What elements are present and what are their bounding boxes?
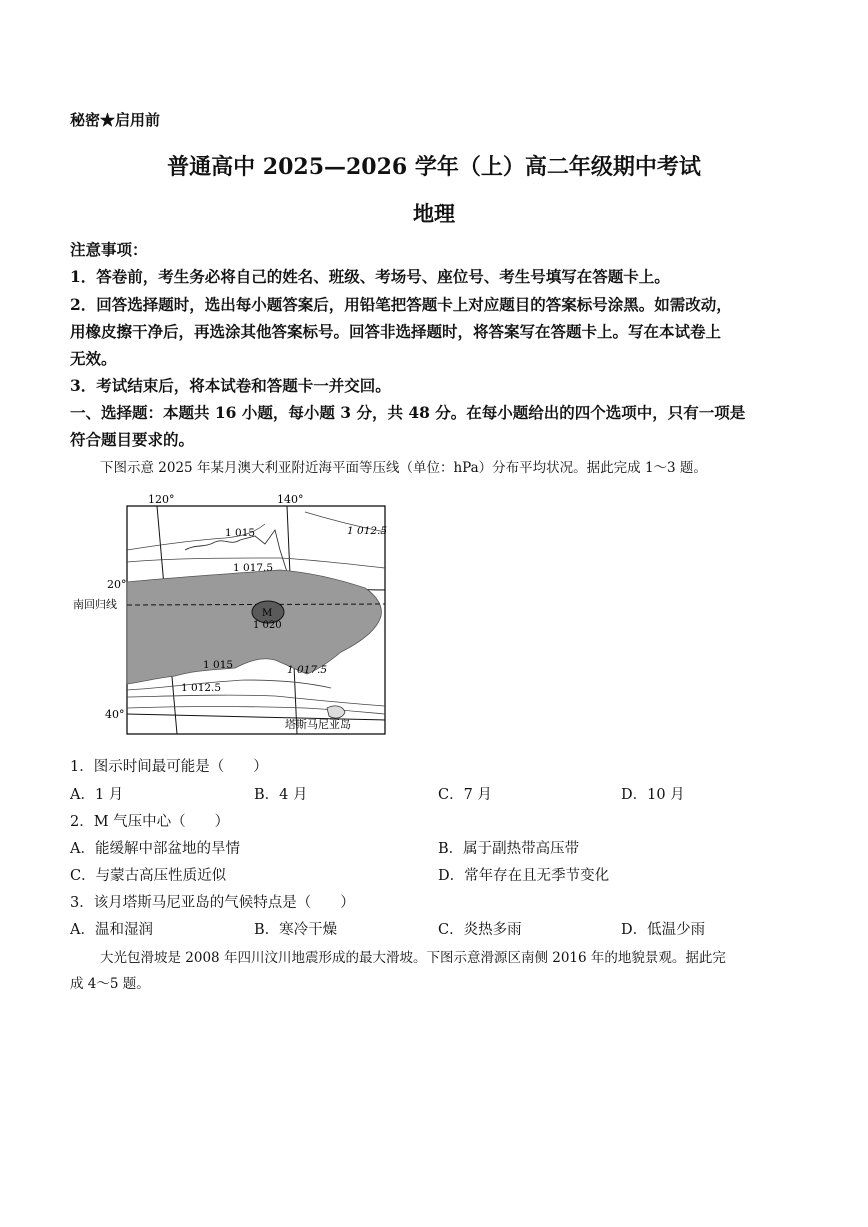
label-lon-120: 120°: [148, 493, 175, 506]
question-3-option-b: B．寒冷干燥: [254, 922, 338, 938]
photo-intro-line-1: 大光包滑坡是 2008 年四川汶川地震形成的最大滑坡。下图示意滑源区南侧 2016 年的地貌景观。据此完: [100, 950, 726, 966]
tasmania-shape: [327, 706, 345, 718]
question-3-option-c: C．炎热多雨: [438, 922, 522, 938]
question-2-option-d: D．常年存在且无季节变化: [438, 868, 610, 884]
question-3-stem: 3．该月塔斯马尼亚岛的气候特点是（ ）: [70, 895, 355, 911]
question-1-option-d: D．10 月: [621, 787, 685, 803]
exam-title: 普通高中 2025—2026 学年（上）高二年级期中考试: [167, 154, 701, 180]
label-isobar-1017-5-top: 1 017.5: [233, 562, 274, 574]
label-lon-140: 140°: [277, 493, 304, 506]
label-isobar-1015-bottom: 1 015: [203, 659, 234, 671]
question-2-option-c: C．与蒙古高压性质近似: [70, 868, 227, 884]
question-3-option-d: D．低温少雨: [621, 922, 706, 938]
notice-heading: 注意事项：: [70, 240, 148, 259]
notice-item-2-line-1: 2．回答选择题时，选出每小题答案后，用铅笔把答题卡上对应题目的答案标号涂黑。如需改动，: [70, 295, 732, 314]
question-1-option-a: A．1 月: [70, 787, 124, 803]
notice-item-2-line-3: 无效。: [70, 349, 117, 368]
photo-intro-line-2: 成 4～5 题。: [70, 976, 150, 992]
question-1-option-b: B．4 月: [254, 787, 308, 803]
label-isobar-1020: 1 020: [253, 620, 282, 631]
question-2-option-b: B．属于副热带高压带: [438, 841, 580, 857]
confidential-label: 秘密★启用前: [70, 111, 161, 129]
notice-item-2-line-2: 用橡皮擦干净后，再选涂其他答案标号。回答非选择题时，将答案写在答题卡上。写在本试卷上: [70, 322, 722, 341]
section-1-heading-line-1: 一、选择题：本题共 16 小题，每小题 3 分，共 48 分。在每小题给出的四个选项中，只有一项是: [70, 403, 746, 422]
label-lat-40: 40°: [105, 708, 125, 721]
label-isobar-1015-top: 1 015: [225, 527, 256, 539]
label-isobar-1012-5-top: 1 012.5: [347, 525, 388, 537]
exam-subject: 地理: [413, 201, 455, 226]
label-center-m: M: [262, 608, 273, 619]
australia-isobar-map: [65, 492, 395, 742]
notice-item-3: 3．考试结束后，将本试卷和答题卡一并交回。: [70, 376, 391, 395]
label-tasmania: 塔斯马尼亚岛: [285, 718, 351, 731]
label-lat-20: 20°: [107, 578, 127, 591]
section-1-heading-line-2: 符合题目要求的。: [70, 430, 195, 449]
label-tropic: 南回归线: [73, 598, 117, 611]
label-isobar-1012-5-bottom: 1 012.5: [181, 682, 222, 694]
question-1-stem: 1．图示时间最可能是（ ）: [70, 759, 268, 775]
map-intro: 下图示意 2025 年某月澳大利亚附近海平面等压线（单位：hPa）分布平均状况。据此完成 1～3 题。: [100, 460, 707, 476]
label-isobar-1017-5-bottom: 1 017.5: [287, 664, 328, 676]
question-2-option-a: A．能缓解中部盆地的旱情: [70, 841, 240, 857]
question-1-option-c: C．7 月: [438, 787, 492, 803]
question-3-option-a: A．温和湿润: [70, 922, 153, 938]
notice-item-1: 1．答卷前，考生务必将自己的姓名、班级、考场号、座位号、考生号填写在答题卡上。: [70, 267, 670, 286]
question-2-stem: 2．M 气压中心（ ）: [70, 814, 230, 830]
